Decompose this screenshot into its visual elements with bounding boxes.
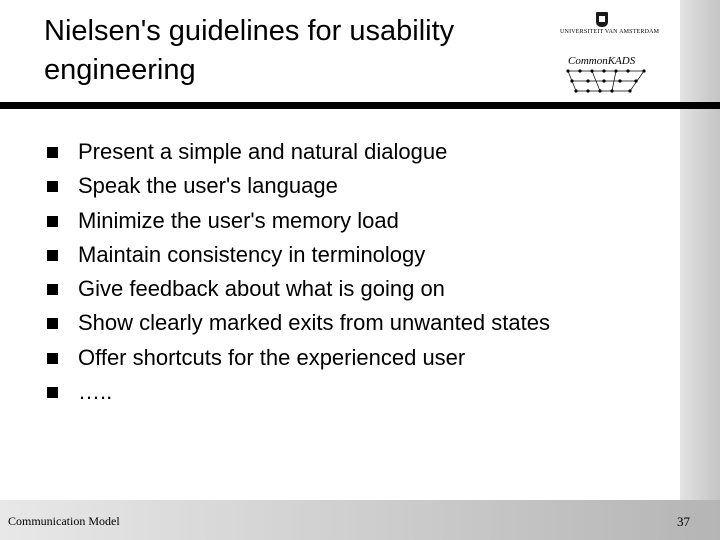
- slide-title: Nielsen's guidelines for usability engineering: [44, 15, 455, 86]
- square-bullet-icon: [47, 216, 58, 227]
- square-bullet-icon: [47, 284, 58, 295]
- square-bullet-icon: [47, 387, 58, 398]
- title-divider: [0, 102, 720, 109]
- university-shield-icon: [596, 12, 608, 27]
- square-bullet-icon: [47, 318, 58, 329]
- commonkads-network-icon: [566, 67, 648, 97]
- square-bullet-icon: [47, 147, 58, 158]
- commonkads-logo-text: CommonKADS: [568, 55, 636, 67]
- university-logo-text: UNIVERSITEIT VAN AMSTERDAM: [560, 29, 660, 35]
- slide-footer: [0, 500, 720, 540]
- footer-section-label: Communication Model: [8, 514, 120, 528]
- square-bullet-icon: [47, 353, 58, 364]
- square-bullet-icon: [47, 250, 58, 261]
- page-number: 37: [677, 514, 690, 529]
- square-bullet-icon: [47, 181, 58, 192]
- slide-right-shadow: [680, 0, 720, 540]
- university-logo: [560, 12, 660, 42]
- commonkads-logo: [566, 55, 648, 97]
